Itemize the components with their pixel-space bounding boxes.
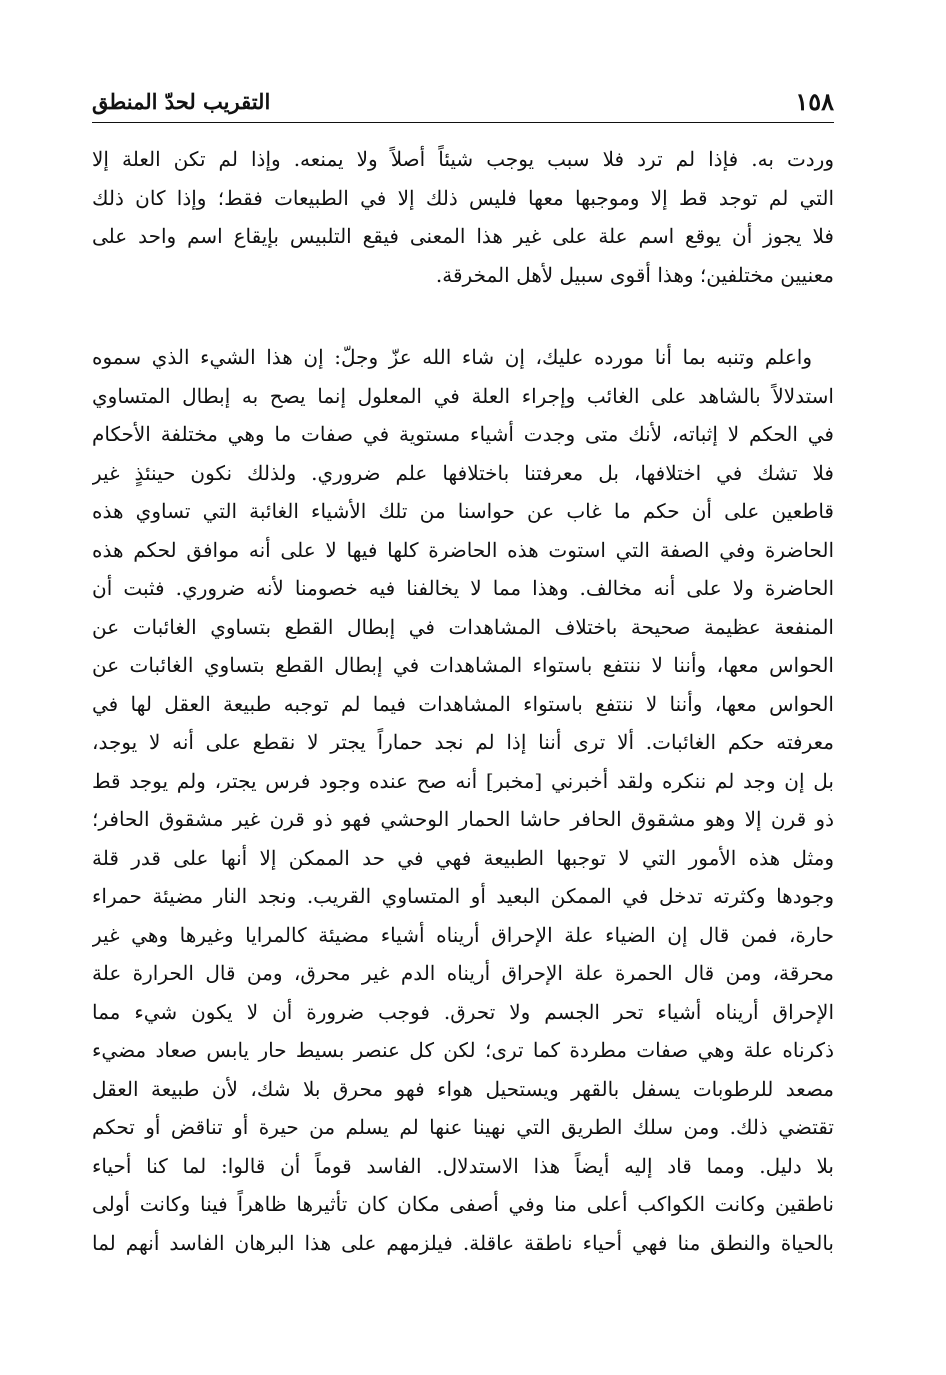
- page-header: [92, 78, 834, 123]
- text-line: الحاضرة ولا على أنه مخالف. وهذا مما لا يخالفنا فيه خصومنا لأنه ضروري. فثبت أن: [92, 576, 834, 600]
- text-line: فلا يجوز أن يوقع اسم علة على غير هذا المعنى فيقع التلبيس بإيقاع اسم واحد على: [92, 224, 834, 248]
- text-line: تقتضي ذلك. ومن سلك الطريق التي نهينا عنها لم يسلم من حيرة أو تناقض أو تحكم: [92, 1115, 834, 1139]
- text-line: مصعد للرطوبات يسفل بالقهر ويستحيل هواء فهو محرق بلا شك، لأن طبيعة العقل: [92, 1076, 834, 1101]
- text-line: التي لم توجد قط إلا وموجبها معها فليس ذلك إلا في الطبيعات فقط؛ وإذا كان ذلك: [92, 185, 834, 210]
- text-line: معرفته حكم الغائبات. ألا ترى أننا إذا لم نجد حماراً يجتر لا نقطع على أنه لا يوجد،: [92, 730, 834, 754]
- paragraph-2: [92, 338, 834, 1262]
- running-title: التقريب لحدّ المنطق: [92, 89, 271, 114]
- text-line: بالحياة والنطق منا فهي أحياء ناطقة عاقلة. فيلزمهم على هذا البرهان الفاسد أنهم لما: [92, 1230, 834, 1255]
- text-line: الإحراق أريناه أشياء تحر الجسم ولا تحرق. فوجب ضرورة أن لا يكون شيء مما: [92, 999, 834, 1024]
- text-line: بل إن وجد لم ننكره ولقد أخبرني [مخبر] أنه صح عنده وجود فرس يجتر، ولم يوجد قط: [92, 768, 834, 793]
- page-number: ١٥٨: [795, 87, 834, 116]
- text-line: فلا تشك في اختلافها، بل معرفتنا باختلافها علم ضروري. ولذلك نكون حينئذٍ غير: [92, 460, 834, 485]
- text-line: بلا دليل. ومما قاد إليه أيضاً هذا الاستدلال. الفاسد قوماً أن قالوا: لما كنا أحياء: [92, 1153, 834, 1178]
- text-line: المنفعة عظيمة صحيحة باختلاف المشاهدات في إبطال القطع بتساوي الغائبات عن: [92, 614, 834, 639]
- text-line: معنيين مختلفين؛ وهذا أقوى سبيل لأهل المخرقة.: [435, 262, 834, 287]
- text-line: ومثل هذه الأمور التي لا توجبها الطبيعة فهي في حد الممكن إلا أنها على قدر قلة: [92, 845, 834, 870]
- text-line: استدلالاً بالشاهد على الغائب وإجراء العلة في المعلول إنما يصح به إبطال المتساوي: [92, 383, 834, 408]
- text-line: في الحكم لا إثباته، لأنك متى وجدت أشياء مستوية في صفات ما وهي مختلفة الأحكام: [92, 422, 834, 446]
- text-line: حارة، فمن قال إن الضياء علة الإحراق أريناه أشياء مضيئة كالمرايا وغيرها وهي غير: [92, 922, 834, 947]
- text-line: ناطقين وكانت الكواكب أعلى منا وفي أصفى مكان كان تأثيرها ظاهراً فينا وكانت أولى: [92, 1192, 834, 1216]
- text-line: وردت به. فإذا لم ترد فلا سبب يوجب شيئاً أصلاً ولا يمنعه. وإذا لم تكن العلة إلا: [92, 147, 834, 171]
- text-line: ذو قرن إلا وهو مشقوق الحافر حاشا الحمار الوحشي فهو ذو قرن غير مشقوق الحافر؛: [92, 807, 834, 831]
- text-line: وجودها وكثرته تدخل في الممكن البعيد أو المتساوي القريب. ونجد النار مضيئة حمراء: [92, 884, 834, 908]
- text-line: الحواس معها، وأننا لا ننتفع باستواء المشاهدات فيما لم توجبه طبيعة العقل لها في: [92, 691, 834, 716]
- text-line: قاطعين على أن حكم ما غاب عن حواسنا من تلك الأشياء الغائبة التي تساوي هذه: [92, 499, 834, 523]
- paragraph-1: [92, 140, 834, 294]
- text-line: الحاضرة وفي الصفة التي استوت هذه الحاضرة كلها فيها لا على أنه موافق لحكم هذه: [92, 537, 834, 562]
- text-line: محرقة، ومن قال الحمرة علة الإحراق أريناه الدم غير محرق، ومن قال الحرارة علة: [92, 961, 834, 985]
- text-line: الحواس معها، وأننا لا ننتفع باستواء المشاهدات في إبطال القطع بتساوي الغائبات عن: [92, 653, 834, 677]
- text-line: ذكرناه علة وهي صفات مطردة كما ترى؛ لكن كل عنصر بسيط حار يابس صعاد مضيء: [92, 1038, 834, 1062]
- text-line: واعلم وتنبه بما أنا مورده عليك، إن شاء الله عزّ وجلّ: إن هذا الشيء الذي سموه: [92, 345, 812, 369]
